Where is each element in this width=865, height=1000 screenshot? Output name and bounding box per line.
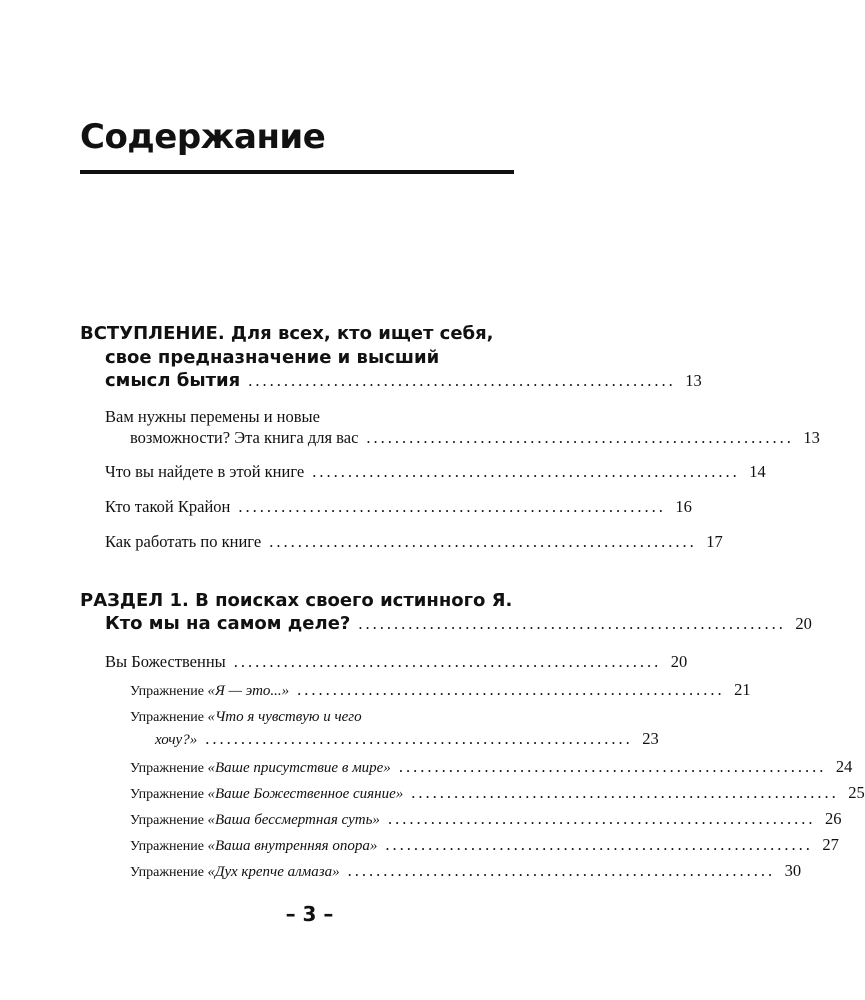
page-number: 21 — [734, 680, 751, 699]
page-number: 27 — [822, 835, 839, 854]
toc-exercise-7[interactable] — [130, 861, 802, 883]
toc-exercise-5[interactable] — [130, 809, 842, 831]
toc-exercise-6[interactable] — [130, 835, 839, 857]
dot-leader: ............................................................ — [411, 783, 839, 802]
page-number: 20 — [670, 652, 688, 671]
section1-heading-line1: РАЗДЕЛ 1. В поисках своего истинного Я. — [80, 590, 513, 611]
exercise-name: «Я — это...» — [207, 683, 290, 699]
page-number: 13 — [685, 371, 702, 390]
exercise-label: Упражнение — [130, 813, 204, 828]
exercise-name: «Ваша внутренняя опора» — [207, 838, 378, 854]
toc-entry-find[interactable] — [105, 462, 766, 482]
dot-leader: ............................................................ — [205, 729, 633, 748]
exercise-name: «Ваше Божественное сияние» — [207, 786, 404, 802]
dot-leader: ............................................................ — [238, 497, 666, 516]
dot-leader: ............................................................ — [366, 428, 794, 447]
dot-leader: ............................................................ — [297, 680, 725, 699]
exercise-name: «Что я чувствую и чего — [207, 709, 362, 725]
dot-leader: ............................................................ — [387, 809, 816, 828]
dot-leader: ............................................................ — [312, 462, 740, 481]
toc-entry-text: Кто такой Крайон — [105, 497, 231, 516]
exercise-label: Упражнение — [130, 787, 204, 802]
intro-heading-line1: ВСТУПЛЕНИЕ. Для всех, кто ищет себя, — [80, 323, 494, 344]
section1-heading-line2: Кто мы на самом деле? — [105, 613, 351, 634]
page-number: 14 — [749, 462, 766, 481]
exercise-label: Упражнение — [130, 684, 204, 699]
exercise-name: «Ваше присутствие в мире» — [207, 760, 391, 776]
exercise-name: «Ваша бессмертная суть» — [207, 812, 380, 828]
exercise-name: «Дух крепче алмаза» — [207, 864, 340, 880]
toc-exercise-2-line1 — [130, 707, 362, 728]
exercise-name-cont: хочу?» — [155, 732, 198, 748]
toc-entry-divine[interactable] — [105, 652, 688, 672]
toc-exercise-2[interactable] — [155, 729, 659, 751]
intro-heading-line2: свое предназначение и высший — [105, 347, 440, 368]
toc-entry-line: Вам нужны перемены и новые — [105, 407, 320, 426]
toc-exercise-1[interactable] — [130, 680, 751, 702]
toc-entry-intro[interactable] — [105, 370, 702, 391]
toc-entry-section1[interactable] — [105, 613, 812, 634]
toc-entry-kryon[interactable] — [105, 497, 692, 517]
toc-entry-text: Что вы найдете в этой книге — [105, 462, 305, 481]
exercise-label: Упражнение — [130, 761, 204, 776]
page-folio: – 3 – — [285, 902, 334, 926]
title-rule — [80, 170, 514, 174]
toc-entry-changes[interactable] — [130, 428, 820, 448]
page-number: 26 — [824, 809, 842, 828]
toc-entry-text: возможности? Эта книга для вас — [130, 428, 359, 447]
dot-leader: ............................................................ — [233, 652, 662, 671]
toc-entry-how-to[interactable] — [105, 532, 723, 552]
toc-entry-text: Вы Божественны — [105, 652, 226, 671]
dot-leader: ............................................................ — [385, 835, 813, 854]
exercise-label: Упражнение — [130, 865, 204, 880]
page-title: Содержание — [80, 117, 326, 157]
page-number: 20 — [795, 614, 812, 633]
page-number: 17 — [706, 532, 723, 551]
dot-leader: ............................................................ — [347, 861, 776, 880]
toc-exercise-4[interactable] — [130, 783, 865, 805]
page-number: 16 — [675, 497, 692, 516]
page-number: 13 — [803, 428, 820, 447]
exercise-label: Упражнение — [130, 710, 204, 725]
toc-exercise-3[interactable] — [130, 757, 853, 779]
dot-leader: ............................................................ — [269, 532, 697, 551]
dot-leader: ............................................................ — [248, 371, 676, 390]
exercise-label: Упражнение — [130, 839, 204, 854]
intro-heading-line3: смысл бытия — [105, 370, 241, 391]
dot-leader: ............................................................ — [398, 757, 827, 776]
toc-entry-text: Как работать по книге — [105, 532, 262, 551]
page-number: 25 — [848, 783, 865, 802]
page-number: 30 — [784, 861, 802, 880]
page-number: 23 — [642, 729, 659, 748]
dot-leader: ............................................................ — [358, 614, 786, 633]
page-number: 24 — [835, 757, 853, 776]
